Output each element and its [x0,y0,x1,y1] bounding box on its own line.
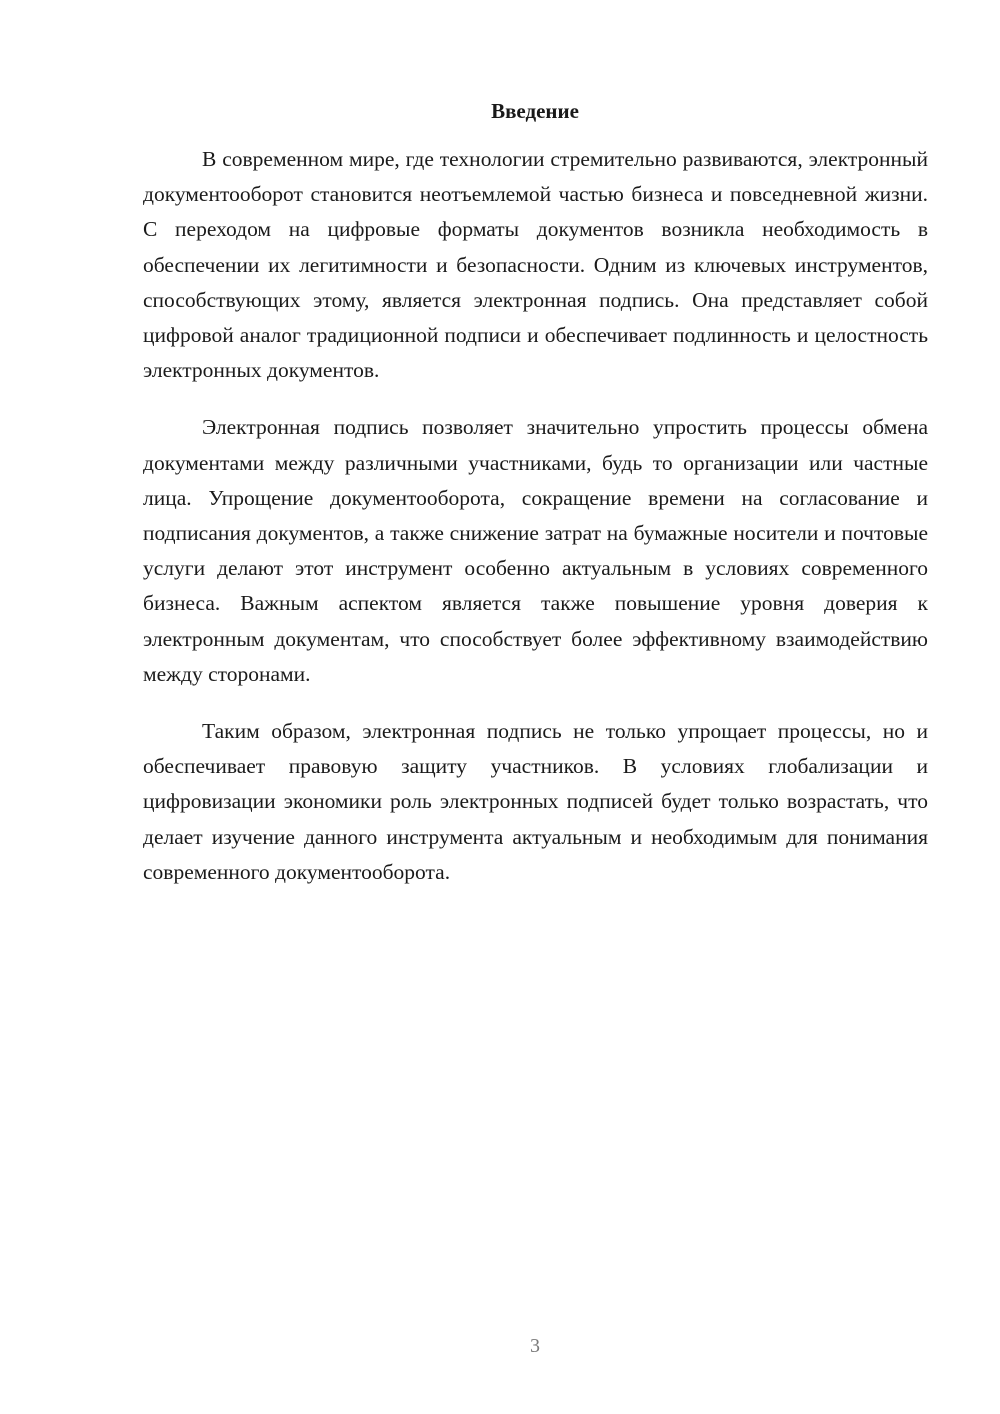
body-text [143,142,928,912]
section-heading: Введение [491,99,579,123]
page-number: 3 [530,1335,540,1357]
paragraph-3: Таким образом, электронная подпись не только упрощает процессы, но и обеспечивает правовую защиту участников. В условиях глобализации и цифровизации экономики роль электронных подписей будет только возрастать, что делает изучение данного инструмента актуальным и необходимым для понимания современного документооборота. [143,719,928,884]
paragraph-1: В современном мире, где технологии стремительно развиваются, электронный документооборот становится неотъемлемой частью бизнеса и повседневной жизни. С переходом на цифровые форматы документов возникла необходимость в обеспечении их легитимности и безопасности. Одним из ключевых инструментов, способствующих этому, является электронная подпись. Она представляет собой цифровой аналог традиционной подписи и обеспечивает подлинность и целостность электронных документов. [143,147,928,383]
paragraph-2: Электронная подпись позволяет значительно упростить процессы обмена документами между различными участниками, будь то организации или частные лица. Упрощение документооборота, сокращение времени на согласование и подписания документов, а также снижение затрат на бумажные носители и почтовые услуги делают этот инструмент особенно актуальным в условиях современного бизнеса. Важным аспектом является также повышение уровня доверия к электронным документам, что способствует более эффективному взаимодействию между сторонами. [143,415,928,686]
